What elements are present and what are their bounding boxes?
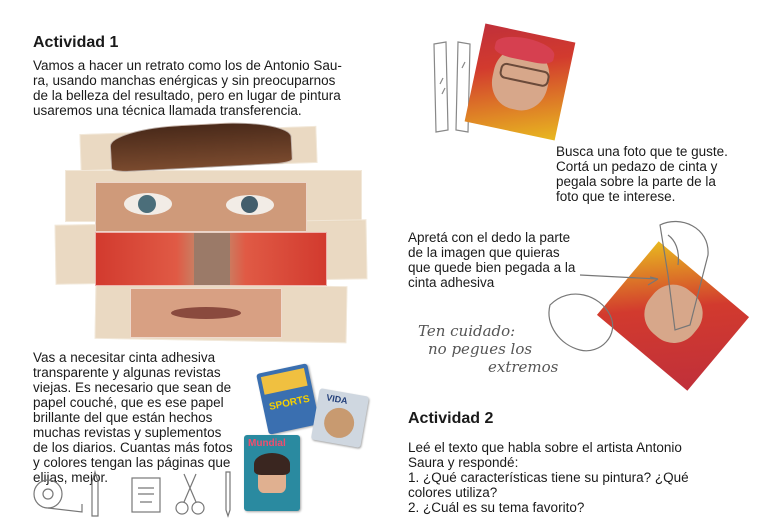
tools-row xyxy=(30,468,245,520)
activity2-text xyxy=(408,440,753,515)
magazine-vida-label: VIDA xyxy=(325,392,349,406)
step2-line: cinta adhesiva xyxy=(408,275,495,290)
activity2-line: 1. ¿Qué características tiene su pintura? ¿Qué xyxy=(408,470,689,485)
materials-line: de los diarios. Cuantas más fotos xyxy=(33,440,233,455)
activity2-title: Actividad 2 xyxy=(408,410,494,427)
step2-line: Apretá con el dedo la parte xyxy=(408,230,571,245)
intro-line: ra, usando manchas enérgicas y sin preocuparnos xyxy=(33,73,336,88)
collage-portrait xyxy=(55,122,375,347)
intro-line: Vamos a hacer un retrato como los de Antonio Sau- xyxy=(33,58,342,73)
step1-line: Busca una foto que te guste. xyxy=(556,144,728,159)
activity2-line: colores utiliza? xyxy=(408,485,498,500)
photo-grandma-top xyxy=(465,24,576,141)
scissors-icon xyxy=(176,474,204,514)
pencil-icon xyxy=(226,472,230,516)
handwritten-note xyxy=(418,322,578,376)
materials-line: viejas. Es necesario que sean de xyxy=(33,380,232,395)
materials-line: papel couché, que es ese papel xyxy=(33,395,224,410)
tape-roll-icon xyxy=(34,480,82,512)
step2-line: que quede bien pegada a la xyxy=(408,260,576,275)
magazine-sports-label: SPORTS xyxy=(268,393,311,413)
magazine-cover-label: Mundial xyxy=(248,438,286,449)
hair-strip xyxy=(109,119,293,172)
step1-line: foto que te interese. xyxy=(556,189,676,204)
magazine-icon xyxy=(132,478,160,512)
materials-line: Vas a necesitar cinta adhesiva xyxy=(33,350,216,365)
magazine-cover xyxy=(244,435,300,511)
activity1-title: Actividad 1 xyxy=(33,34,119,51)
eyes-strip xyxy=(95,182,307,232)
activity2-line: 2. ¿Cuál es su tema favorito? xyxy=(408,500,585,515)
note-line: Ten cuidado: xyxy=(418,322,516,340)
step2-line: de la imagen que quieras xyxy=(408,245,560,260)
materials-line: y colores tengan las páginas que xyxy=(33,455,231,470)
cheeks-strip xyxy=(95,232,327,286)
intro-line: de la belleza del resultado, pero en lugar de pintura xyxy=(33,88,341,103)
mouth-strip xyxy=(130,288,282,338)
note-line: extremos xyxy=(488,358,559,376)
step1-text xyxy=(556,144,766,204)
step1-line: pegala sobre la parte de la xyxy=(556,174,716,189)
magazine-sports xyxy=(256,363,320,434)
step1-line: Cortá un pedazo de cinta y xyxy=(556,159,718,174)
magazine-vida xyxy=(311,388,369,448)
activity1-materials xyxy=(33,350,263,485)
intro-line: usaremos una técnica llamada transferencia. xyxy=(33,103,302,118)
activity2-line: Saura y respondé: xyxy=(408,455,519,470)
activity2-line: Leé el texto que habla sobre el artista Antonio xyxy=(408,440,682,455)
note-line: no pegues los xyxy=(428,340,533,358)
activity1-intro xyxy=(33,58,383,118)
materials-line: brillante del que están hechos xyxy=(33,410,213,425)
materials-line: transparente y algunas revistas xyxy=(33,365,221,380)
materials-line: elijas, mejor. xyxy=(33,470,109,485)
cutter-icon xyxy=(92,472,98,516)
materials-line: muchas revistas y suplementos xyxy=(33,425,222,440)
